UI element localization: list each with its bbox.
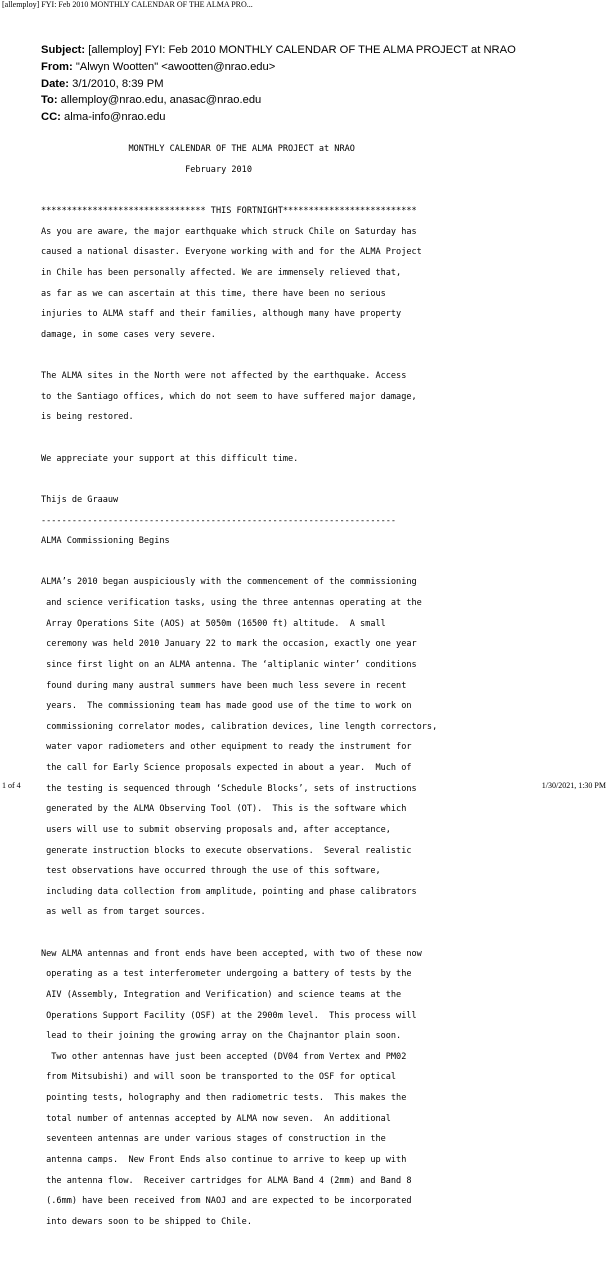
body-line: Thijs de Graauw	[41, 494, 119, 505]
body-line: to the Santiago offices, which do not seem to have suffered major damage,	[41, 391, 417, 402]
from-value: "Alwyn Wootten" <awootten@nrao.edu>	[75, 60, 276, 73]
cc-row	[41, 109, 516, 126]
date-row	[41, 76, 516, 93]
body-line: February 2010	[41, 164, 252, 175]
body-line: the antenna flow. Receiver cartridges for ALMA Band 4 (2mm) and Band 8	[41, 1175, 412, 1186]
body-line: ******************************** THIS FORTNIGHT**************************	[41, 206, 417, 217]
body-line	[41, 186, 601, 196]
body-line: Two other antennas have just been accepted (DV04 from Vertex and PM02	[41, 1051, 407, 1062]
body-line: generate instruction blocks to execute observations. Several realistic	[41, 845, 412, 856]
body-line: MONTHLY CALENDAR OF THE ALMA PROJECT at NRAO	[41, 144, 355, 155]
email-body	[41, 134, 601, 1268]
body-line: As you are aware, the major earthquake which struck Chile on Saturday has	[41, 226, 417, 237]
body-line: The ALMA sites in the North were not affected by the earthquake. Access	[41, 371, 407, 382]
body-line: found during many austral summers have been much less severe in recent	[41, 680, 407, 691]
body-line: ALMA Commissioning Begins	[41, 536, 170, 547]
print-timestamp: 1/30/2021, 1:30 PM	[541, 781, 606, 790]
body-line: generated by the ALMA Observing Tool (OT). This is the software which	[41, 804, 407, 815]
body-line: the testing is sequenced through ‘Schedule Blocks’, sets of instructions	[41, 783, 417, 794]
body-line: Array Operations Site (AOS) at 5050m (16500 ft) altitude. A small	[41, 618, 386, 629]
body-line	[41, 351, 601, 361]
body-line: including data collection from amplitude, pointing and phase calibrators	[41, 886, 417, 897]
to-row	[41, 92, 516, 109]
body-line: pointing tests, holography and then radiometric tests. This makes the	[41, 1093, 407, 1104]
body-line: We appreciate your support at this difficult time.	[41, 453, 299, 464]
body-line: Operations Support Facility (OSF) at the 2900m level. This process will	[41, 1010, 417, 1021]
body-line: users will use to submit observing proposals and, after acceptance,	[41, 824, 391, 835]
body-line: ceremony was held 2010 January 22 to mark the occasion, exactly one year	[41, 639, 417, 650]
body-line: is being restored.	[41, 412, 134, 423]
body-line: ---------------------------------------------------------------------	[41, 515, 397, 526]
body-line: test observations have occurred through the use of this software,	[41, 866, 381, 877]
body-line	[41, 928, 601, 938]
body-line: total number of antennas accepted by ALMA now seven. An additional	[41, 1113, 391, 1124]
cc-label: CC:	[41, 111, 61, 124]
body-line: the call for Early Science proposals expected in about a year. Much of	[41, 763, 412, 774]
body-line: lead to their joining the growing array on the Chajnantor plain soon.	[41, 1031, 402, 1042]
body-line	[41, 557, 601, 567]
body-line: ALMA’s 2010 began auspiciously with the commencement of the commissioning	[41, 577, 417, 588]
body-line: in Chile has been personally affected. We are immensely relieved that,	[41, 268, 402, 279]
body-line: since first light on an ALMA antenna. The ‘altiplanic winter’ conditions	[41, 659, 417, 670]
email-headers	[41, 42, 516, 126]
from-label: From:	[41, 60, 73, 73]
body-line: operating as a test interferometer undergoing a battery of tests by the	[41, 969, 412, 980]
body-line: and science verification tasks, using the three antennas operating at the	[41, 598, 422, 609]
body-line: seventeen antennas are under various stages of construction in the	[41, 1134, 386, 1145]
body-line: antenna camps. New Front Ends also continue to arrive to keep up with	[41, 1154, 407, 1165]
to-label: To:	[41, 94, 58, 107]
to-value: allemploy@nrao.edu, anasac@nrao.edu	[60, 94, 262, 107]
body-line: caused a national disaster. Everyone working with and for the ALMA Project	[41, 247, 422, 258]
page-number: 1 of 4	[2, 781, 21, 790]
body-line: from Mitsubishi) and will soon be transported to the OSF for optical	[41, 1072, 397, 1083]
body-line: as far as we can ascertain at this time, there have been no serious	[41, 288, 386, 299]
body-line	[41, 474, 601, 484]
body-line: water vapor radiometers and other equipment to ready the instrument for	[41, 742, 412, 753]
body-line: into dewars soon to be shipped to Chile.	[41, 1216, 252, 1227]
body-line	[41, 433, 601, 443]
body-line: damage, in some cases very severe.	[41, 329, 216, 340]
cc-value: alma-info@nrao.edu	[64, 111, 166, 124]
body-line: injuries to ALMA staff and their families, although many have property	[41, 309, 402, 320]
body-line: AIV (Assembly, Integration and Verification) and science teams at the	[41, 989, 402, 1000]
date-value: 3/1/2010, 8:39 PM	[72, 77, 164, 90]
subject-row	[41, 42, 516, 59]
body-line: New ALMA antennas and front ends have been accepted, with two of these now	[41, 948, 422, 959]
body-line: as well as from target sources.	[41, 907, 206, 918]
date-label: Date:	[41, 77, 69, 90]
subject-value: [allemploy] FYI: Feb 2010 MONTHLY CALENDAR OF THE ALMA PROJECT at NRAO	[88, 44, 516, 56]
body-line: (.6mm) have been received from NAOJ and are expected to be incorporated	[41, 1196, 412, 1207]
body-line: commissioning correlator modes, calibration devices, line length correctors,	[41, 721, 438, 732]
from-row	[41, 59, 516, 76]
subject-label: Subject:	[41, 44, 86, 56]
body-line: years. The commissioning team has made good use of the time to work on	[41, 701, 412, 712]
print-header: [allemploy] FYI: Feb 2010 MONTHLY CALENDAR OF THE ALMA PRO...	[2, 0, 253, 9]
